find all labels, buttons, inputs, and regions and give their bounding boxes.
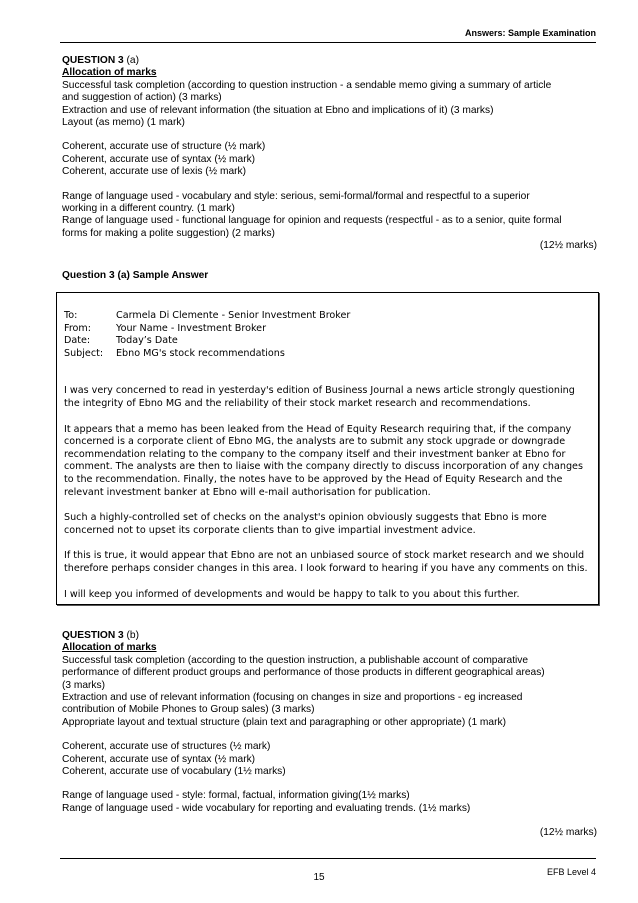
memo-paragraph: It appears that a memo has been leaked from the Head of Equity Research requiring that, if the company concerned is a corporate client of Ebno MG, the analysts are to submit any stock upgrade or downgrade recommendation relating to the company to the company itself and their investment banker at Ebno for comment. The analysts are then to liaise with the company directly to discuss incorporation of any changes to the recommendation. Finally, the notes have to be approved by the Head of Equity Research and the relevant investment banker at Ebno will e-mail authorisation for publication.	[64, 423, 583, 498]
marking-line: performance of different product groups and performance of those products in different geographical areas)	[62, 667, 545, 679]
marking-line: Range of language used - style: formal, factual, information giving(1½ marks)	[62, 790, 410, 802]
memo-date-value: Today’s Date	[116, 335, 178, 347]
question-3a-section	[62, 55, 597, 253]
marking-line: Coherent, accurate use of vocabulary (1½ marks)	[62, 766, 286, 778]
memo-to-value: Carmela Di Clemente - Senior Investment Broker	[116, 310, 351, 321]
memo-subject-row	[64, 348, 589, 361]
marking-line: Layout (as memo) (1 mark)	[62, 117, 185, 129]
marks-total: (12½ marks)	[539, 240, 597, 252]
memo-to-row	[64, 310, 589, 323]
sample-answer-box	[56, 292, 599, 605]
marking-line: Range of language used - functional language for opinion and requests (respectful - as to a senior, quite formal	[62, 215, 562, 227]
question-3b-section	[62, 630, 597, 840]
marking-line: Coherent, accurate use of lexis (½ mark)	[62, 166, 247, 178]
question-3a-heading	[62, 55, 597, 67]
marks-total: (12½ marks)	[539, 827, 597, 839]
sample-answer-title: Question 3 (a) Sample Answer	[62, 270, 209, 281]
marking-line: working in a different country. (1 mark)	[62, 203, 235, 215]
marking-line: and suggestion of action) (3 marks)	[62, 92, 222, 104]
marking-line: forms for making a polite suggestion) (2 marks)	[62, 227, 275, 239]
header-rule	[60, 42, 596, 43]
question-part: (b)	[123, 630, 139, 641]
memo-from-value: Your Name - Investment Broker	[116, 322, 267, 334]
question-part: (a)	[123, 55, 139, 66]
memo-paragraph: Such a highly-controlled set of checks on the analyst's opinion obviously suggests that Ebno is more concerned not to upset its corporate clients than to give impartial investment advice.	[64, 512, 547, 536]
marking-line: Coherent, accurate use of syntax (½ mark)	[62, 753, 256, 765]
marking-line: Extraction and use of relevant information (focusing on changes in size and proportions - eg increased	[62, 692, 523, 704]
memo	[64, 310, 589, 601]
allocation-heading: Allocation of marks	[62, 642, 157, 654]
marking-line: contribution of Mobile Phones to Group sales) (3 marks)	[62, 704, 315, 716]
memo-to-label: To:	[64, 310, 78, 321]
marking-line: Extraction and use of relevant information (the situation at Ebno and implications of it) (3 marks)	[62, 104, 494, 116]
marking-line: Range of language used - vocabulary and style: serious, semi-formal/formal and respectful to a superior	[62, 190, 530, 202]
memo-from-label: From:	[64, 322, 92, 334]
question-3b-heading	[62, 630, 597, 642]
memo-subject-label: Subject:	[64, 347, 104, 359]
marking-line: (3 marks)	[62, 679, 106, 691]
memo-paragraph: I was very concerned to read in yesterday's edition of Business Journal a news article strongly questioning the integrity of Ebno MG and the reliability of their stock market research and recommendations.	[64, 385, 575, 409]
marking-line: Coherent, accurate use of structure (½ mark)	[62, 141, 266, 153]
running-header: Answers: Sample Examination	[464, 28, 596, 38]
question-label: QUESTION 3	[62, 630, 124, 641]
marking-line: Coherent, accurate use of structures (½ mark)	[62, 741, 271, 753]
memo-subject-value: Ebno MG's stock recommendations	[116, 347, 285, 359]
marking-line: Appropriate layout and textual structure (plain text and paragraphing or other appropriate) (1 mark)	[62, 716, 506, 728]
marking-line: Successful task completion (according to the question instruction, a publishable account of comparative	[62, 654, 529, 666]
footer-level: EFB Level 4	[546, 867, 596, 877]
allocation-heading: Allocation of marks	[62, 67, 157, 79]
memo-from-row	[64, 323, 589, 336]
memo-date-label: Date:	[64, 335, 91, 347]
question-label: QUESTION 3	[62, 55, 124, 66]
memo-paragraph: If this is true, it would appear that Ebno are not an unbiased source of stock market research and we should therefore perhaps consider changes in this area. I look forward to hearing if you have any comments on this.	[64, 550, 588, 574]
marking-line: Coherent, accurate use of syntax (½ mark)	[62, 153, 256, 165]
marking-line: Successful task completion (according to question instruction - a sendable memo giving a summary of article	[62, 79, 552, 91]
memo-date-row	[64, 335, 589, 348]
footer-rule	[60, 858, 596, 859]
page-number: 15	[313, 872, 325, 883]
marking-line: Range of language used - wide vocabulary for reporting and evaluating trends. (1½ marks)	[62, 802, 471, 814]
memo-paragraph: I will keep you informed of developments and would be happy to talk to you about this further.	[64, 588, 520, 600]
